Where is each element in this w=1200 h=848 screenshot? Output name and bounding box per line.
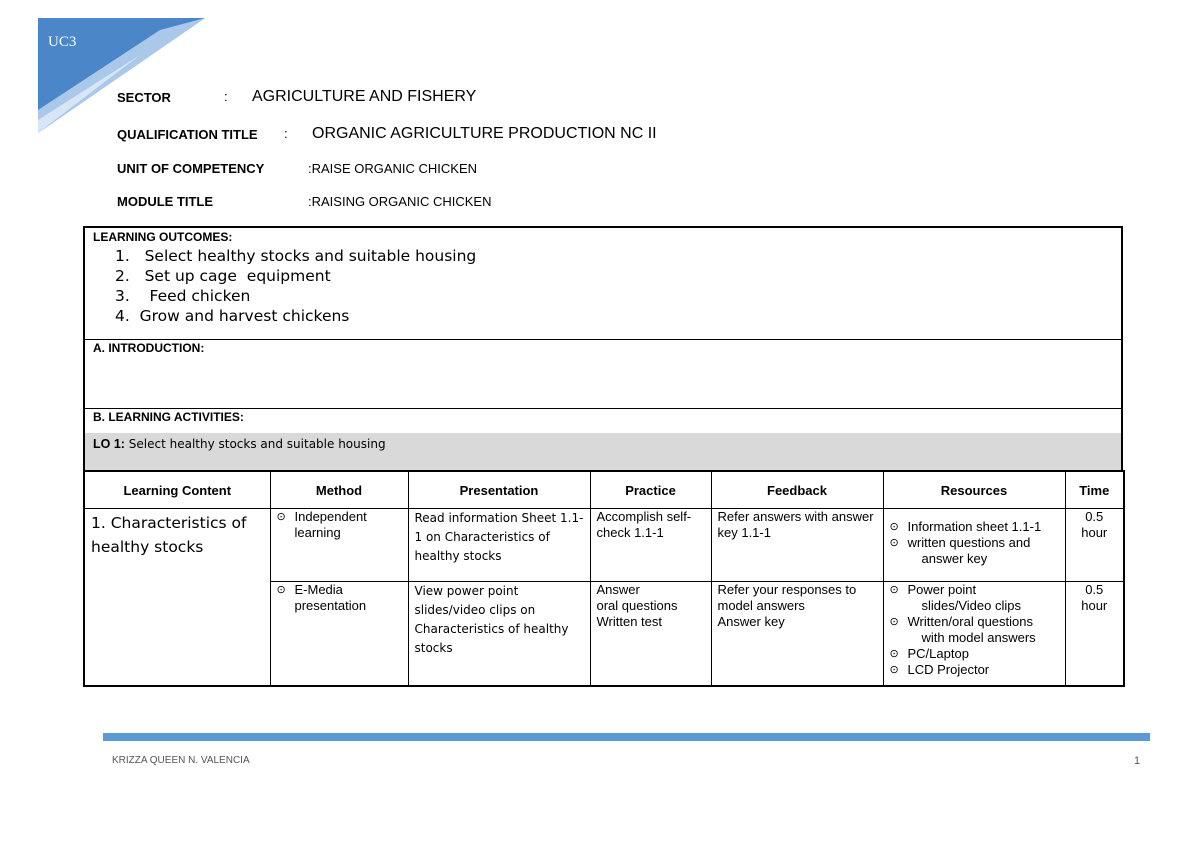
unit-code-label: UC3 (48, 34, 77, 50)
qualification-value: ORGANIC AGRICULTURE PRODUCTION NC II (312, 125, 657, 142)
practice-cell: Accomplish self-check 1.1-1 (590, 509, 711, 582)
learning-outcome-item: 4. Grow and harvest chickens (115, 307, 350, 325)
unit-value: :RAISE ORGANIC CHICKEN (308, 161, 478, 176)
activities-table (83, 470, 1125, 687)
practice-cell: Answer oral questions Written test (590, 582, 711, 686)
sector-value: AGRICULTURE AND FISHERY (252, 88, 477, 105)
learning-outcomes-list (115, 246, 476, 326)
sector-label: SECTOR (117, 90, 171, 105)
header-time: Time (1065, 471, 1124, 509)
lo1-label: LO 1: (93, 437, 125, 451)
resource-item: ⊙ Power point slides/Video clips (890, 582, 1059, 614)
qualification-label: QUALIFICATION TITLE (117, 127, 258, 142)
header-feedback: Feedback (711, 471, 883, 509)
method-cell (270, 582, 408, 686)
resource-item: ⊙ PC/Laptop (890, 646, 1059, 662)
introduction-title: A. INTRODUCTION: (93, 341, 205, 355)
table-header-row (84, 471, 1124, 509)
header-resources: Resources (883, 471, 1065, 509)
introduction-box (83, 339, 1123, 409)
header-presentation: Presentation (408, 471, 590, 509)
lo1-description: Select healthy stocks and suitable housing (124, 437, 386, 451)
resources-cell (883, 509, 1065, 582)
presentation-cell: Read information Sheet 1.1-1 on Characteristics of healthy stocks (408, 509, 590, 582)
header-method: Method (270, 471, 408, 509)
feedback-cell: Refer answers with answer key 1.1-1 (711, 509, 883, 582)
qualification-colon: : (284, 126, 288, 141)
learning-outcomes-box (83, 226, 1123, 340)
method-item: ⊙ E-Media presentation (277, 582, 402, 614)
footer-author: KRIZZA QUEEN N. VALENCIA (112, 755, 250, 766)
lo1-bar (83, 433, 1123, 471)
resource-item: ⊙ LCD Projector (890, 662, 1059, 678)
learning-outcome-item: 1. Select healthy stocks and suitable housing (115, 247, 477, 265)
learning-outcome-item: 3. Feed chicken (115, 287, 251, 305)
presentation-cell: View power point slides/video clips on Characteristics of healthy stocks (408, 582, 590, 686)
time-cell: 0.5 hour (1065, 582, 1124, 686)
sector-colon: : (224, 89, 228, 104)
method-item: ⊙ Independent learning (277, 509, 402, 541)
time-cell: 0.5 hour (1065, 509, 1124, 582)
module-label: MODULE TITLE (117, 194, 214, 209)
feedback-cell: Refer your responses to model answers Answer key (711, 582, 883, 686)
header-learning-content: Learning Content (84, 471, 270, 509)
footer-divider (103, 733, 1150, 741)
lo1-text (93, 437, 386, 451)
table-row (84, 509, 1124, 582)
header-practice: Practice (590, 471, 711, 509)
learning-activities-title: B. LEARNING ACTIVITIES: (93, 410, 244, 424)
learning-outcome-item: 2. Set up cage equipment (115, 267, 331, 285)
resource-item: ⊙ Written/oral questions with model answers (890, 614, 1059, 646)
learning-outcomes-title: LEARNING OUTCOMES: (93, 230, 233, 244)
learning-activities-box (83, 408, 1123, 434)
module-value: :RAISING ORGANIC CHICKEN (308, 194, 492, 209)
method-cell (270, 509, 408, 582)
resources-cell (883, 582, 1065, 686)
learning-content-cell: 1. Characteristics of healthy stocks (84, 509, 270, 686)
resource-item: ⊙ Information sheet 1.1-1 (890, 519, 1059, 535)
page-number: 1 (1134, 755, 1141, 767)
unit-label: UNIT OF COMPETENCY (117, 161, 265, 176)
resource-item: ⊙ written questions and answer key (890, 535, 1059, 567)
